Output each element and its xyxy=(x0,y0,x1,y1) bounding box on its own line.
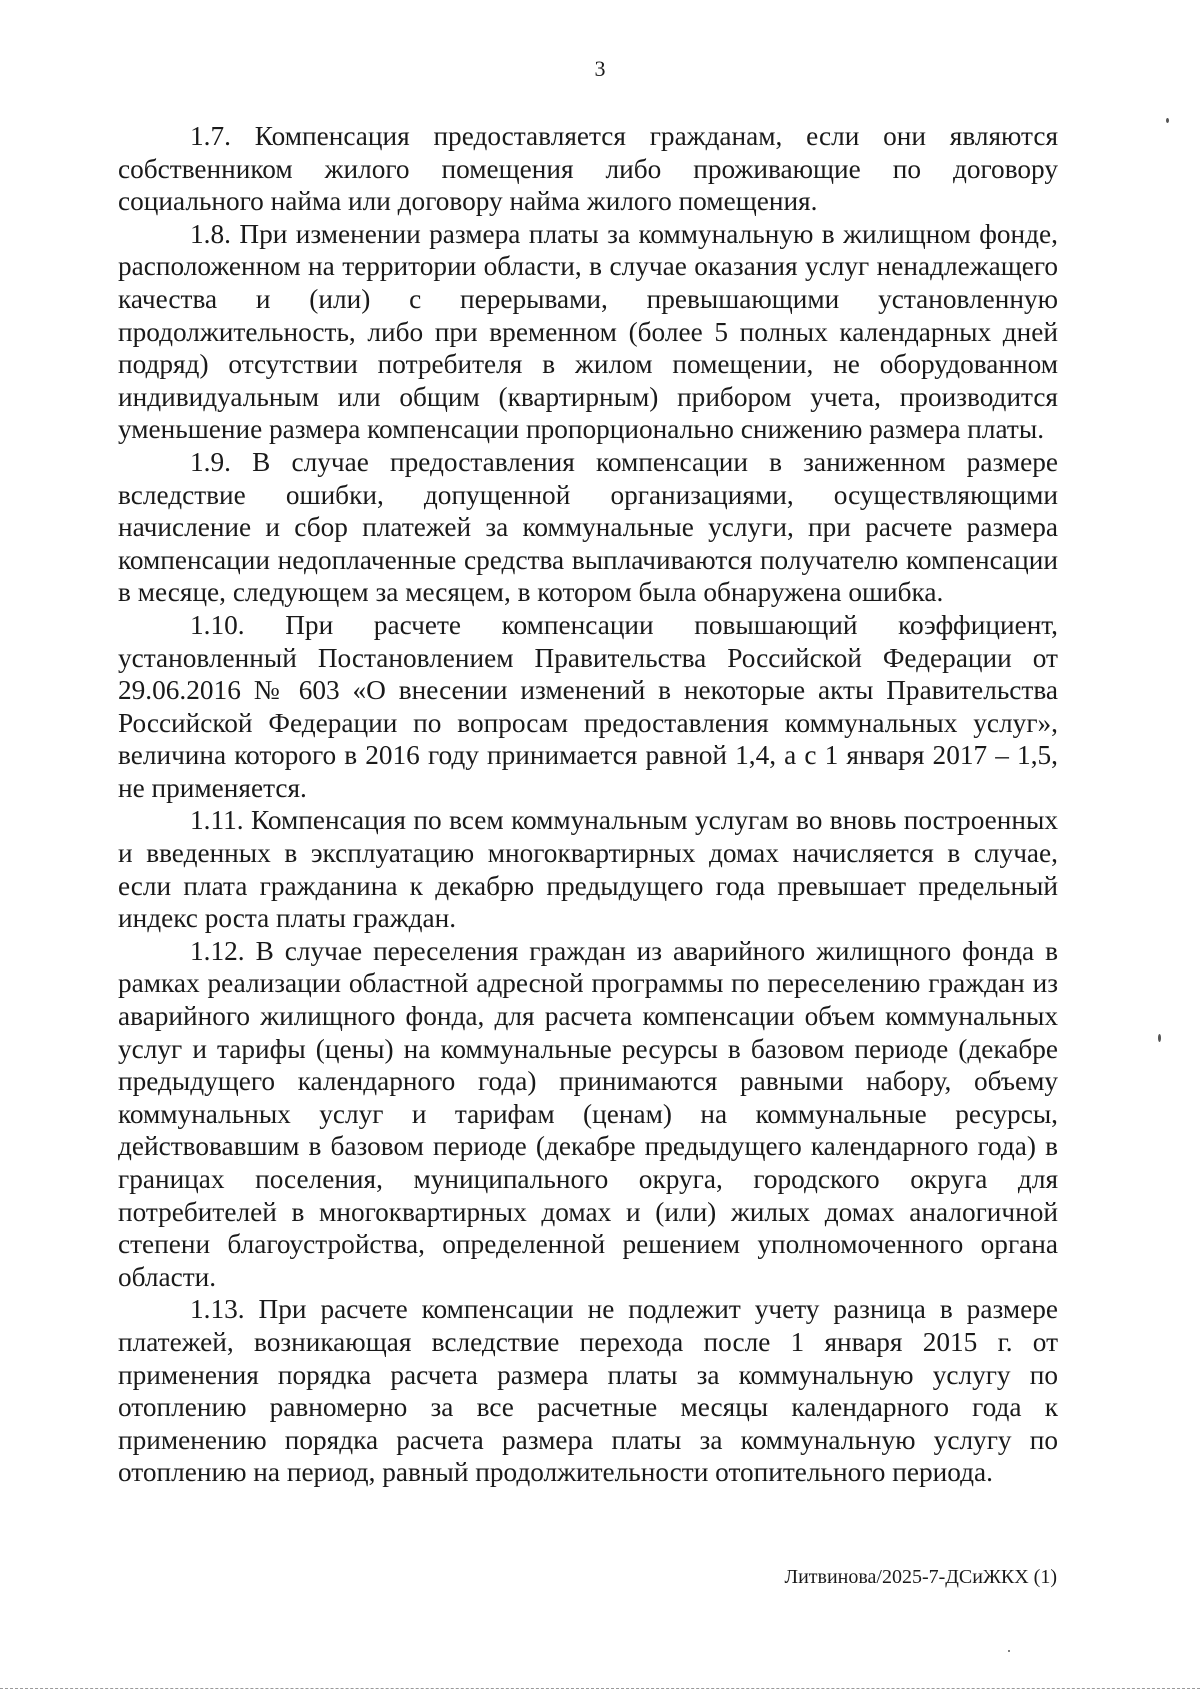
page-number: 3 xyxy=(594,56,606,81)
paragraph-1-13: 1.13. При расчете компенсации не подлежит учету разница в размере платежей, возникающая вследствие перехода после 1 января 2015 г. от применения порядка расчета размера платы за коммунальную услугу по отоплению равномерно за все расчетные месяцы календарного года к применению порядка расчета размера платы за коммунальную услугу по отоплению на период, равный продолжительности отопительного периода. xyxy=(118,1294,1058,1488)
scan-speck xyxy=(1008,1650,1010,1652)
document-reference: Литвинова/2025-7-ДСиЖКХ (1) xyxy=(784,1566,1057,1588)
paragraph-1-9: 1.9. В случае предоставления компенсации в заниженном размере вследствие ошибки, допущенной организациями, осуществляющими начисление и сбор платежей за коммунальные услуги, при расчете размера компенсации недоплаченные средства выплачиваются получателю компенсации в месяце, следующем за месяцем, в котором была обнаружена ошибка. xyxy=(118,446,1058,608)
paragraph-1-12: 1.12. В случае переселения граждан из аварийного жилищного фонда в рамках реализации областной адресной программы по переселению граждан из аварийного жилищного фонда, для расчета компенсации объем коммунальных услуг и тарифы (цены) на коммунальные ресурсы в базовом периоде (декабре предыдущего календарного года) принимаются равными набору, объему коммунальных услуг и тарифам (ценам) на коммунальные ресурсы, действовавшим в базовом периоде (декабре предыдущего календарного года) в границах поселения, муниципального округа, городского округа для потребителей в многоквартирных домах и (или) жилых домах аналогичной степени благоустройства, определенной решением уполномоченного органа области. xyxy=(118,935,1058,1292)
document-body xyxy=(118,120,1058,1489)
scan-speck xyxy=(1166,118,1169,123)
paragraph-1-10: 1.10. При расчете компенсации повышающий коэффициент, установленный Постановлением Правительства Российской Федерации от 29.06.2016 № 603 «О внесении изменений в некоторые акты Правительства Российской Федерации по вопросам предоставления коммунальных услуг», величина которого в 2016 году принимается равной 1,4, а с 1 января 2017 – 1,5, не применяется. xyxy=(118,609,1058,803)
paragraph-1-11: 1.11. Компенсация по всем коммунальным услугам во вновь построенных и введенных в эксплуатацию многоквартирных домах начисляется в случае, если плата гражданина к декабрю предыдущего года превышает предельный индекс роста платы граждан. xyxy=(118,805,1058,934)
scan-speck xyxy=(1158,1034,1161,1042)
paragraph-1-7: 1.7. Компенсация предоставляется гражданам, если они являются собственником жилого помещения либо проживающие по договору социального найма или договору найма жилого помещения. xyxy=(118,121,1058,217)
scan-edge-line xyxy=(0,1688,1200,1689)
paragraph-1-8: 1.8. При изменении размера платы за коммунальную в жилищном фонде, расположенном на территории области, в случае оказания услуг ненадлежащего качества и (или) с перерывами, превышающими установленную продолжительность, либо при временном (более 5 полных календарных дней подряд) отсутствии потребителя в жилом помещении, не оборудованном индивидуальным или общим (квартирным) прибором учета, производится уменьшение размера компенсации пропорционально снижению размера платы. xyxy=(118,218,1058,445)
